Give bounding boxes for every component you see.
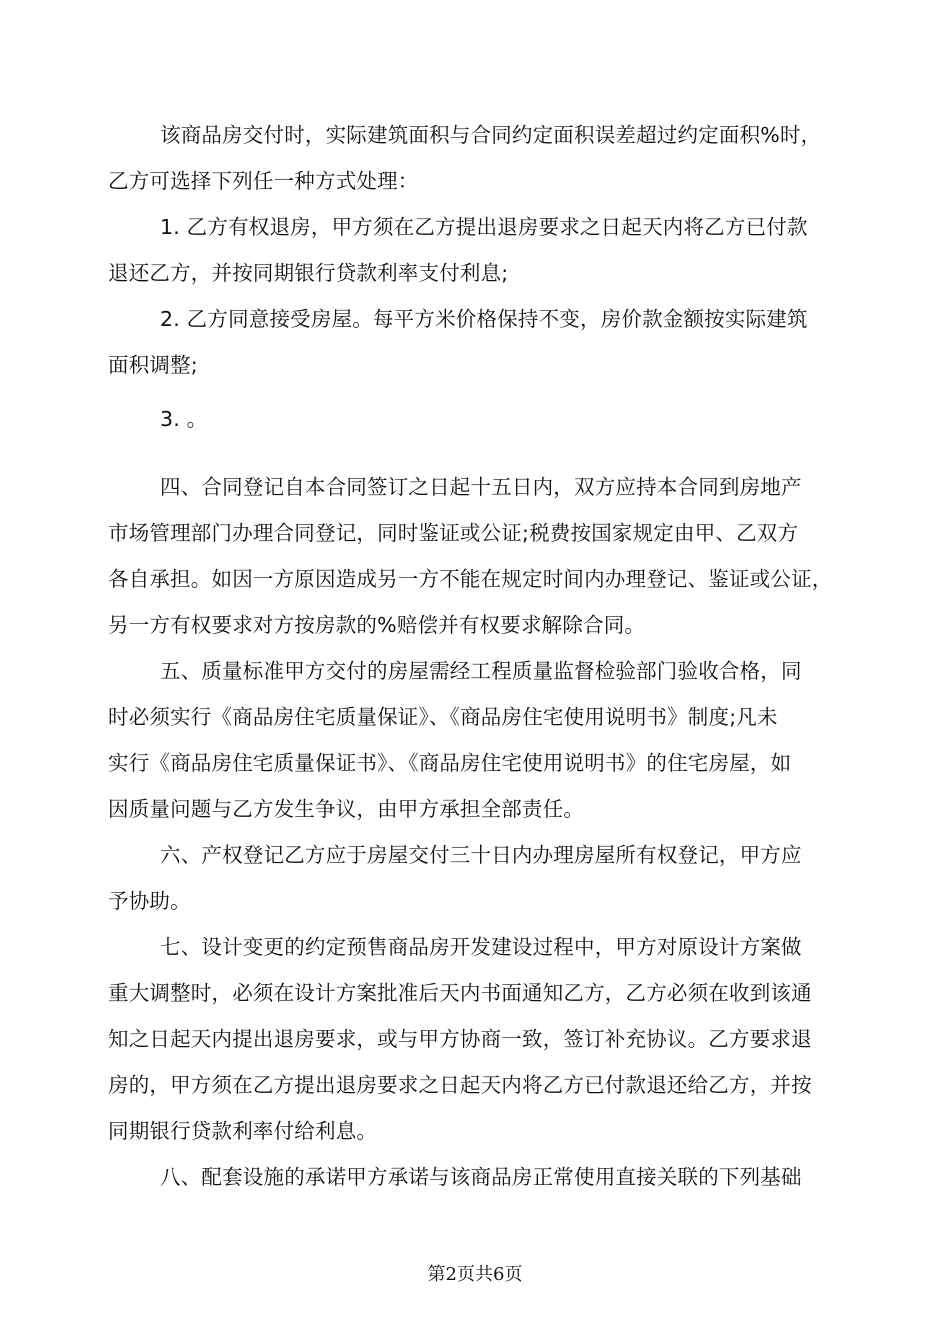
text-line: 同期银行贷款利率付给利息。: [108, 1119, 378, 1143]
section-7-heading: 七、设计变更的约定预售商品房开发建设过程中，甲方对原设计方案做: [160, 935, 802, 959]
text-line: 退还乙方，并按同期银行贷款利率支付利息;: [108, 261, 509, 285]
list-item-1: 1. 乙方有权退房，甲方须在乙方提出退房要求之日起天内将乙方已付款: [160, 215, 808, 239]
list-item-3: 3. 。: [160, 407, 208, 431]
text-line: 面积调整;: [108, 353, 198, 377]
text-line: 房的，甲方须在乙方提出退房要求之日起天内将乙方已付款退还给乙方，并按: [108, 1073, 812, 1097]
section-6-heading: 六、产权登记乙方应于房屋交付三十日内办理房屋所有权登记，甲方应: [160, 843, 802, 867]
text-line: 另一方有权要求对方按房款的%赔偿并有权要求解除合同。: [108, 613, 646, 637]
text-line: 乙方可选择下列任一种方式处理：: [108, 169, 419, 193]
text-line: 予协助。: [108, 889, 191, 913]
text-line: 市场管理部门办理合同登记，同时鉴证或公证;税费按国家规定由甲、乙双方: [108, 521, 799, 545]
text-line: 实行《商品房住宅质量保证书》、《商品房住宅使用说明书》的住宅房屋，如: [108, 751, 792, 775]
text-line: 该商品房交付时，实际建筑面积与合同约定面积误差超过约定面积%时，: [160, 123, 822, 147]
section-5-heading: 五、质量标准甲方交付的房屋需经工程质量监督检验部门验收合格，同: [160, 659, 802, 683]
list-item-2: 2. 乙方同意接受房屋。每平方米价格保持不变，房价款金额按实际建筑: [160, 307, 808, 331]
text-line: 各自承担。如因一方原因造成另一方不能在规定时间内办理登记、鉴证或公证，: [108, 567, 833, 591]
section-8-heading: 八、配套设施的承诺甲方承诺与该商品房正常使用直接关联的下列基础: [160, 1165, 802, 1189]
text-line: 时必须实行《商品房住宅质量保证》、《商品房住宅使用说明书》制度;凡未: [108, 705, 778, 729]
section-4-heading: 四、合同登记自本合同签订之日起十五日内，双方应持本合同到房地产: [160, 475, 802, 499]
text-line: 知之日起天内提出退房要求，或与甲方协商一致，签订补充协议。乙方要求退: [108, 1027, 812, 1051]
text-line: 因质量问题与乙方发生争议，由甲方承担全部责任。: [108, 797, 585, 821]
page-footer: 第2页共6页: [427, 1264, 523, 1285]
text-line: 重大调整时，必须在设计方案批准后天内书面通知乙方，乙方必须在收到该通: [108, 981, 812, 1005]
